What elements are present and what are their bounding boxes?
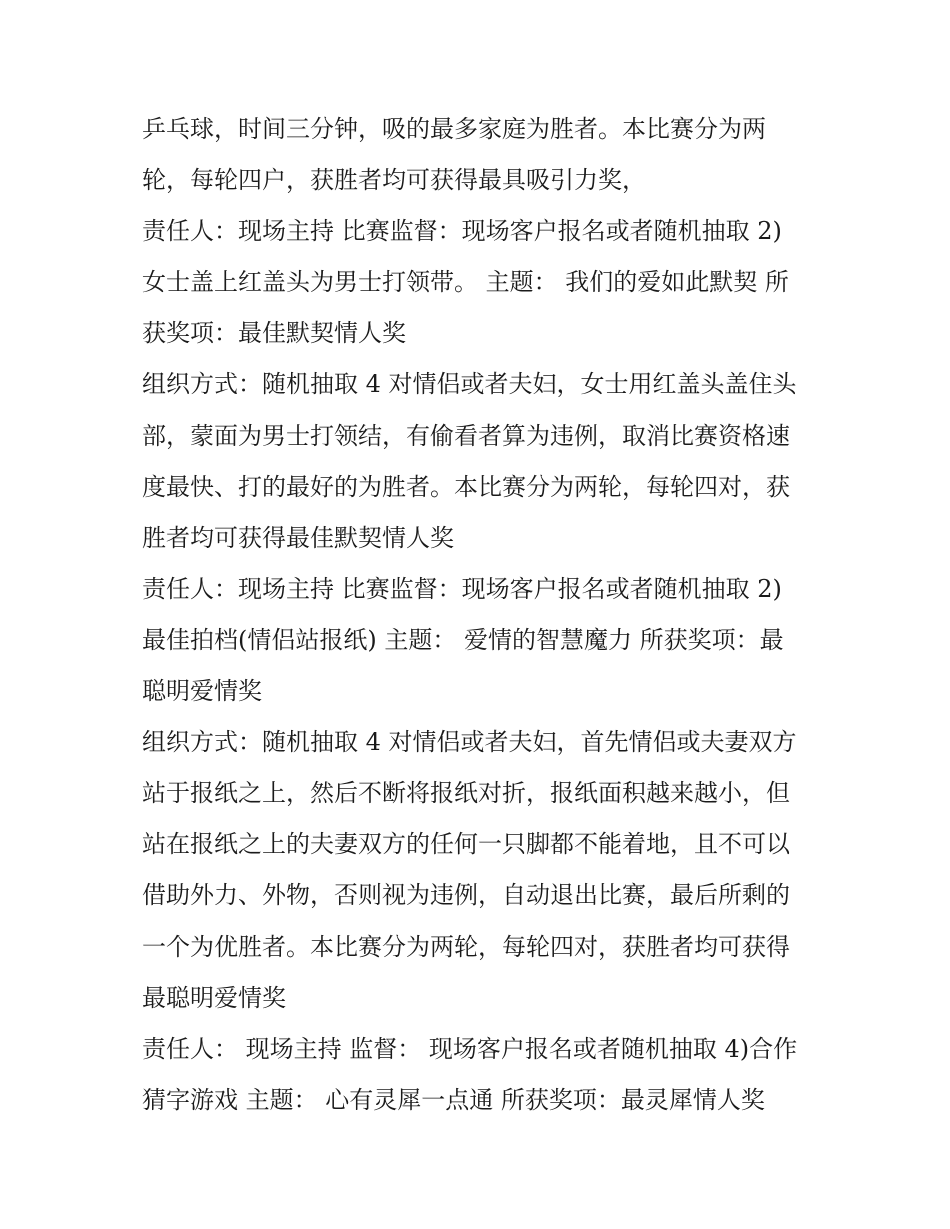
- text-line-4: 女士盖上红盖头为男士打领带。 主题： 我们的爱如此默契 所: [142, 268, 789, 297]
- text-line-19: 责任人： 现场主持 监督： 现场客户报名或者随机抽取 4)合作: [142, 1034, 798, 1063]
- text-line-15: 站在报纸之上的夫妻双方的任何一只脚都不能着地，且不可以: [142, 830, 790, 859]
- text-line-7: 部，蒙面为男士打领结，有偷看者算为违例，取消比赛资格速: [142, 421, 790, 450]
- text-line-11: 最佳拍档(情侣站报纸) 主题： 爱情的智慧魔力 所获奖项：最: [142, 625, 784, 654]
- text-line-17: 一个为优胜者。本比赛分为两轮，每轮四对，获胜者均可获得: [142, 932, 790, 961]
- text-line-20: 猜字游戏 主题： 心有灵犀一点通 所获奖项：最灵犀情人奖: [142, 1085, 765, 1114]
- text-line-14: 站于报纸之上，然后不断将报纸对折，报纸面积越来越小，但: [142, 779, 790, 808]
- text-line-6: 组织方式：随机抽取 4 对情侣或者夫妇，女士用红盖头盖住头: [142, 370, 797, 399]
- document-body: [142, 104, 822, 1126]
- text-line-9: 胜者均可获得最佳默契情人奖: [142, 523, 454, 552]
- text-line-2: 轮，每轮四户，获胜者均可获得最具吸引力奖，: [142, 166, 646, 195]
- text-line-10: 责任人：现场主持 比赛监督：现场客户报名或者随机抽取 2): [142, 574, 782, 603]
- text-line-5: 获奖项：最佳默契情人奖: [142, 319, 406, 348]
- text-line-12: 聪明爱情奖: [142, 677, 262, 706]
- text-line-3: 责任人：现场主持 比赛监督：现场客户报名或者随机抽取 2): [142, 217, 782, 246]
- text-line-1: 乒乓球，时间三分钟，吸的最多家庭为胜者。本比赛分为两: [142, 115, 766, 143]
- text-line-13: 组织方式：随机抽取 4 对情侣或者夫妇，首先情侣或夫妻双方: [142, 728, 797, 757]
- text-line-18: 最聪明爱情奖: [142, 983, 286, 1012]
- text-line-8: 度最快、打的最好的为胜者。本比赛分为两轮，每轮四对，获: [142, 472, 790, 501]
- text-line-16: 借助外力、外物，否则视为违例，自动退出比赛，最后所剩的: [142, 881, 790, 910]
